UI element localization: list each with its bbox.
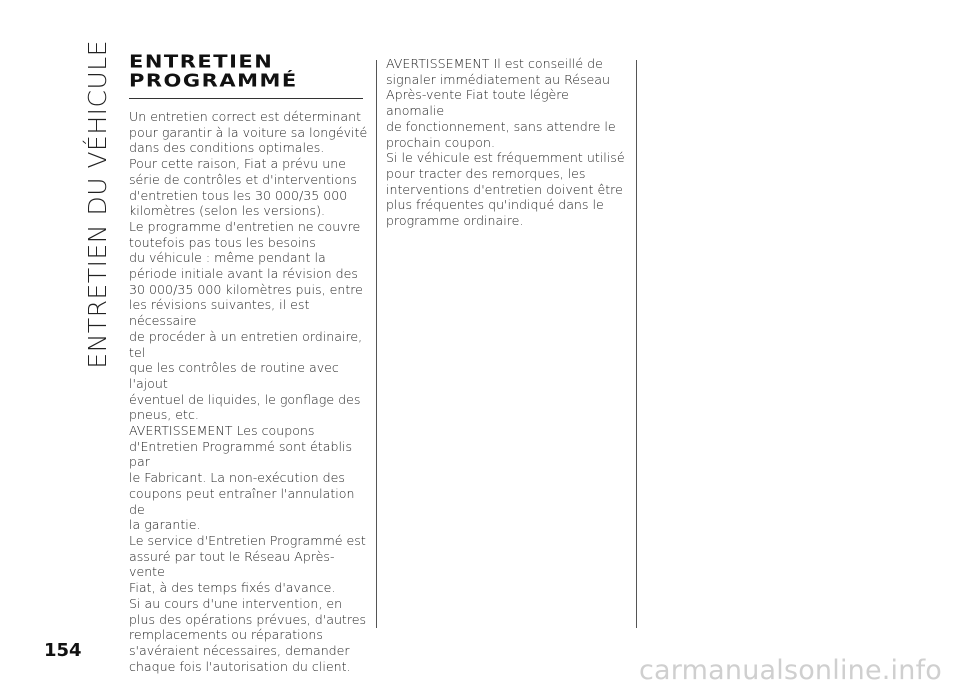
- body-paragraphs-left: Un entretien correct est déterminant pour garantir à la voiture sa longévité dans des conditions optimales. Pour cette raison, Fiat a prévu une série de contrôles et d'interventions d'entretien tous les 30 000/35 000 kilomètres (selon les versions). Le programme d'entretien ne couvre toutefois pas tous les besoins du véhicule : même pendant la période initiale avant la révision des 30 000/35 000 kilomètres puis, entre les révisions suivantes, il est nécessaire de procéder à un entretien ordinaire, tel que les contrôles de routine avec l'ajout éventuel de liquides, le gonflage des pneus, etc. AVERTISSEMENT Les coupons d'Entretien Programmé sont établis par le Fabricant. La non-exécution des coupons peut entraîner l'annulation de la garantie. Le service d'Entretien Programmé est assuré par tout le Réseau Après-vente Fiat, à des temps fixés d'avance. Si au cours d'une intervention, en plus des opérations prévues, d'autres remplacements ou réparations s'avéraient nécessaires, demander chaque fois l'autorisation du client.: [129, 109, 368, 674]
- page-number: 154: [44, 640, 82, 661]
- site-watermark: carmanualsonline.info: [639, 655, 942, 686]
- section-title-line1: ENTRETIEN: [129, 51, 274, 72]
- section-title-line2: PROGRAMMÉ: [129, 70, 298, 91]
- column-divider-2: [636, 60, 637, 628]
- section-title: [129, 52, 369, 90]
- column-middle: [386, 56, 631, 229]
- chapter-side-title: [72, 40, 122, 369]
- column-left: [129, 52, 369, 674]
- title-underline: [129, 98, 363, 99]
- body-paragraphs-middle: AVERTISSEMENT Il est conseillé de signaler immédiatement au Réseau Après-vente Fiat toute légère anomalie de fonctionnement, sans attendre le prochain coupon. Si le véhicule est fréquemment utilisé pour tracter des remorques, les interventions d'entretien doivent être plus fréquentes qu'indiqué dans le programme ordinaire.: [386, 56, 625, 229]
- chapter-side-title-text: ENTRETIEN DU VÉHICULE: [82, 40, 112, 369]
- column-divider-1: [376, 60, 377, 628]
